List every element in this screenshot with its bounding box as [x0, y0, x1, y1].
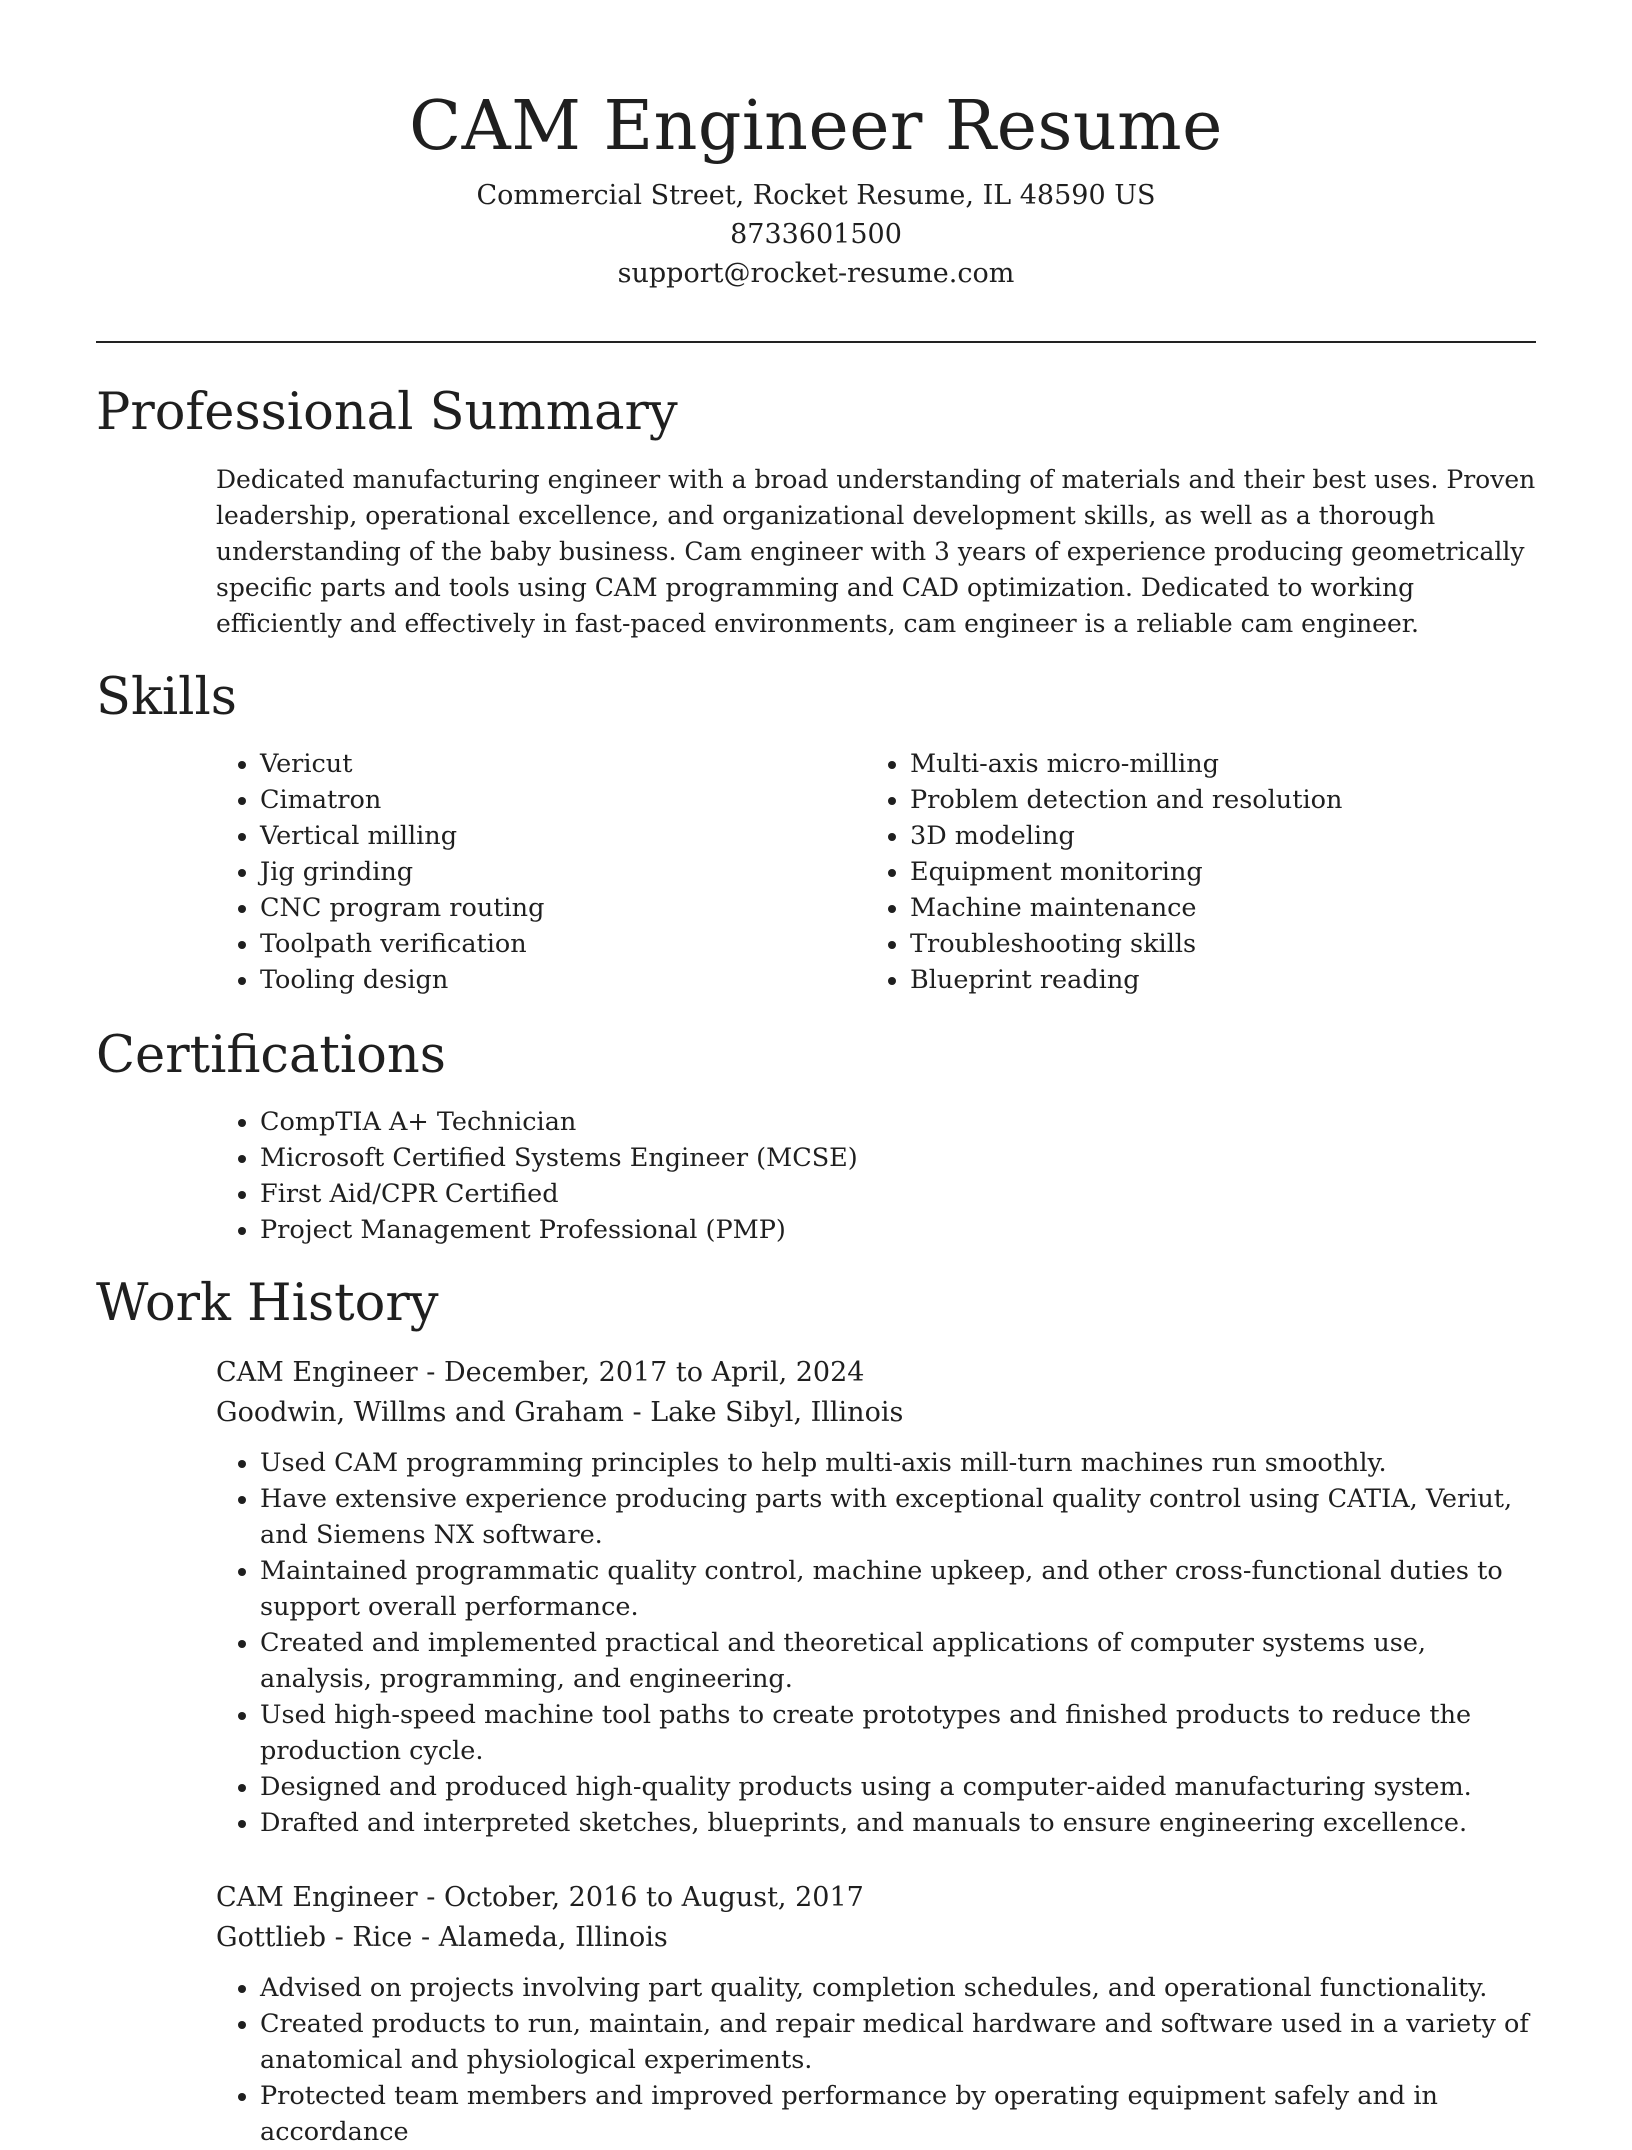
certifications-heading: Certifications [96, 1026, 446, 1085]
skill-item: • Blueprint reading [910, 962, 1516, 998]
skills-column-left [216, 746, 866, 998]
job-dates: - December, 2017 to April, 2024 [417, 1357, 865, 1388]
job-location: - Lake Sibyl, Illinois [623, 1397, 904, 1428]
skill-item: • Cimatron [260, 782, 866, 818]
skills-heading: Skills [96, 668, 237, 727]
skills-column-right [866, 746, 1516, 998]
job-bullet: • Used high-speed machine tool paths to create prototypes and finished products to reduce the production cycle. [260, 1697, 1536, 1769]
skill-item: • Jig grinding [260, 854, 866, 890]
skill-item: • Equipment monitoring [910, 854, 1516, 890]
job-company: Goodwin, Willms and Graham [216, 1397, 624, 1428]
job-bullet: • Used CAM programming principles to help multi-axis mill-turn machines run smoothly. [260, 1445, 1536, 1481]
skills-section [216, 746, 1536, 998]
header-divider [96, 341, 1536, 343]
job-company-line [216, 1918, 1536, 1958]
certification-item: • First Aid/CPR Certified [260, 1176, 1536, 1212]
job-bullet: • Protected team members and improved performance by operating equipment safely and in accordance [260, 2078, 1536, 2150]
job-bullet: • Created and implemented practical and theoretical applications of computer systems use, analysis, programming, and engineering. [260, 1625, 1536, 1697]
skill-item: • Problem detection and resolution [910, 782, 1516, 818]
skill-item: • Machine maintenance [910, 890, 1516, 926]
certifications-section [216, 1104, 1536, 1248]
job-role: CAM Engineer [216, 1882, 418, 1913]
job-company-line [216, 1393, 1536, 1433]
skill-item: • Multi-axis micro-milling [910, 746, 1516, 782]
resume-header [0, 78, 1632, 293]
job-bullet: • Designed and produced high-quality products using a computer-aided manufacturing system. [260, 1769, 1536, 1805]
skill-item: • Troubleshooting skills [910, 926, 1516, 962]
skill-item: • 3D modeling [910, 818, 1516, 854]
resume-title: CAM Engineer Resume [409, 87, 1223, 166]
job-bullet: • Drafted and interpreted sketches, blueprints, and manuals to ensure engineering excellence. [260, 1805, 1536, 1841]
summary-text: Dedicated manufacturing engineer with a broad understanding of materials and their best uses. Proven leadership, operational excellence, and organizational development skills, as well as a thorough understanding of the baby business. Cam engineer with 3 years of experience producing geometrically specific parts and tools using CAM programming and CAD optimization. Dedicated to working efficiently and effectively in fast-paced environments, cam engineer is a reliable cam engineer. [216, 465, 1536, 638]
job-title-line [216, 1353, 1536, 1393]
job-entry [216, 1353, 1536, 1841]
job-bullet: • Created products to run, maintain, and repair medical hardware and software used in a variety of anatomical and physiological experiments. [260, 2006, 1536, 2078]
contact-email: support@rocket-resume.com [617, 258, 1015, 289]
job-bullet: • Maintained programmatic quality control, machine upkeep, and other cross-functional duties to support overall performance. [260, 1553, 1536, 1625]
job-entry [216, 1878, 1536, 2150]
job-company: Gottlieb - Rice [216, 1922, 413, 1953]
certification-item: • Microsoft Certified Systems Engineer (MCSE) [260, 1140, 1536, 1176]
work-history-heading: Work History [96, 1274, 439, 1333]
contact-address: Commercial Street, Rocket Resume, IL 48590 US [476, 180, 1156, 211]
job-role: CAM Engineer [216, 1357, 418, 1388]
summary-section [216, 462, 1536, 642]
skill-item: • Vertical milling [260, 818, 866, 854]
skill-item: • Vericut [260, 746, 866, 782]
job-dates: - October, 2016 to August, 2017 [417, 1882, 864, 1913]
job-bullet: • Advised on projects involving part quality, completion schedules, and operational functionality. [260, 1970, 1536, 2006]
summary-heading: Professional Summary [96, 383, 678, 442]
skill-item: • Toolpath verification [260, 926, 866, 962]
skill-item: • CNC program routing [260, 890, 866, 926]
job-location: - Alameda, Illinois [412, 1922, 668, 1953]
job-title-line [216, 1878, 1536, 1918]
contact-phone: 8733601500 [730, 219, 902, 250]
certification-item: • Project Management Professional (PMP) [260, 1212, 1536, 1248]
job-bullet: • Have extensive experience producing parts with exceptional quality control using CATIA, Veriut, and Siemens NX software. [260, 1481, 1536, 1553]
certification-item: • CompTIA A+ Technician [260, 1104, 1536, 1140]
skill-item: • Tooling design [260, 962, 866, 998]
